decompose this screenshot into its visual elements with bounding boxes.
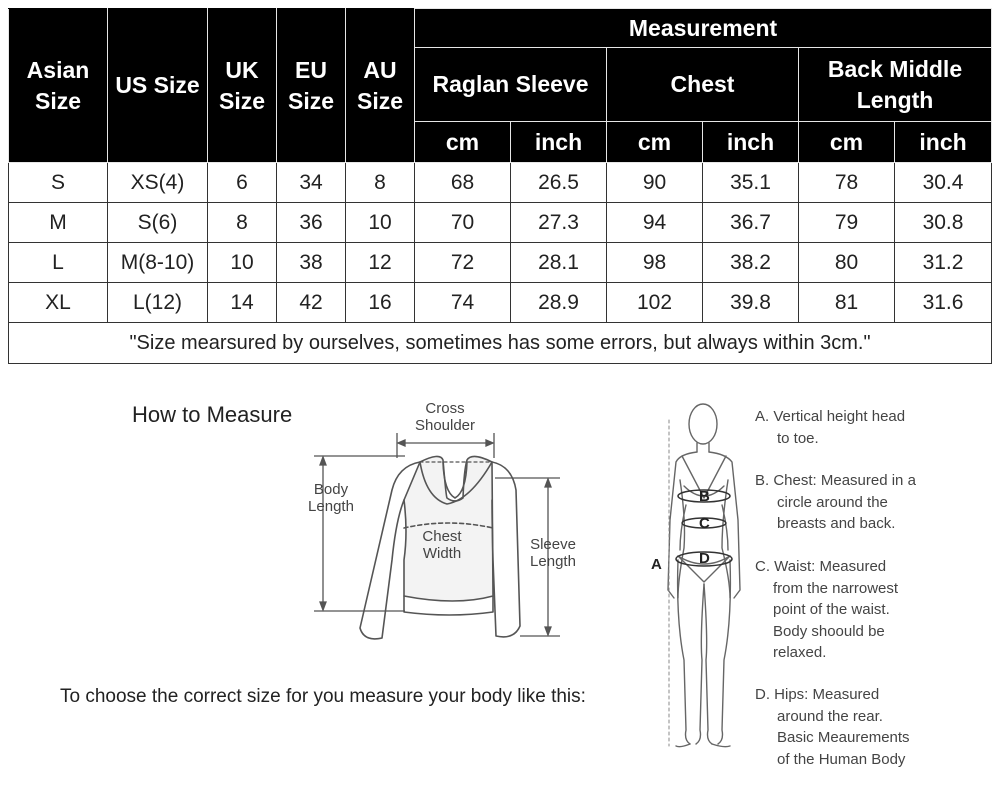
legend-waist-line-1: C. Waist: Measured — [755, 558, 887, 575]
table-cell: 28.9 — [511, 283, 607, 323]
table-cell: 68 — [415, 163, 511, 203]
legend-waist-line-3: point of the waist. — [773, 601, 890, 618]
marker-c: C — [699, 515, 710, 532]
table-cell: 10 — [208, 243, 277, 283]
table-cell: 31.2 — [895, 243, 992, 283]
header-unit-cm: cm — [415, 122, 511, 163]
legend-chest-line-3: breasts and back. — [777, 515, 896, 532]
marker-d: D — [699, 550, 710, 567]
header-chest: Chest — [607, 48, 799, 122]
table-cell: 80 — [799, 243, 895, 283]
human-body-icon — [668, 404, 740, 747]
legend-height-line-1: A. Vertical height head — [755, 408, 906, 425]
header-eu-size: EU Size — [277, 9, 346, 163]
table-cell: 6 — [208, 163, 277, 203]
table-cell: 14 — [208, 283, 277, 323]
legend-waist-line-4: Body shoould be — [773, 622, 885, 640]
header-uk-size: UK Size — [208, 9, 277, 163]
table-cell: 38 — [277, 243, 346, 283]
table-cell: 26.5 — [511, 163, 607, 203]
body-length-line-1: Body — [313, 481, 349, 498]
table-cell: M(8-10) — [108, 243, 208, 283]
header-unit-cm: cm — [607, 122, 703, 163]
cross-shoulder-line-2: Shoulder — [414, 417, 476, 434]
table-cell: 27.3 — [511, 203, 607, 243]
body-length-line-2: Length — [308, 498, 354, 515]
how-to-measure-title: How to Measure — [132, 402, 293, 427]
size-note: "Size mearsured by ourselves, sometimes has some errors, but always within 3cm." — [9, 323, 992, 364]
table-cell: 90 — [607, 163, 703, 203]
chest-width-label — [407, 528, 477, 562]
table-cell: 35.1 — [703, 163, 799, 203]
table-cell: 98 — [607, 243, 703, 283]
sleeve-length-line-2: Length — [530, 553, 576, 570]
table-cell: 78 — [799, 163, 895, 203]
legend-hips — [755, 684, 995, 770]
table-cell: 10 — [346, 203, 415, 243]
legend-chest — [755, 470, 995, 535]
table-cell: 31.6 — [895, 283, 992, 323]
header-raglan-sleeve: Raglan Sleeve — [415, 48, 607, 122]
table-cell: 94 — [607, 203, 703, 243]
table-cell: 38.2 — [703, 243, 799, 283]
legend-hips-line-3: Basic Meaurements — [777, 729, 910, 746]
table-cell: 8 — [346, 163, 415, 203]
table-cell: 74 — [415, 283, 511, 323]
legend-waist-line-2: from the narrowest — [773, 579, 899, 597]
legend-chest-line-2: circle around the — [777, 493, 888, 511]
cross-shoulder-label — [395, 400, 495, 434]
header-measurement: Measurement — [415, 9, 992, 48]
table-cell: 81 — [799, 283, 895, 323]
table-cell: 28.1 — [511, 243, 607, 283]
sleeve-length-label — [518, 536, 588, 570]
header-unit-cm: cm — [799, 122, 895, 163]
choose-size-instruction: To choose the correct size for you measure your body like this: — [60, 686, 586, 707]
header-asian-size: Asian Size — [9, 9, 108, 163]
legend-height-line-2: to toe. — [777, 429, 819, 447]
table-cell: 102 — [607, 283, 703, 323]
legend-chest-line-1: B. Chest: Measured in a — [755, 472, 916, 489]
sleeve-length-line-1: Sleeve — [530, 536, 576, 553]
chest-width-line-2: Width — [422, 545, 462, 562]
header-unit-inch: inch — [703, 122, 799, 163]
table-cell: 42 — [277, 283, 346, 323]
table-cell: S — [9, 163, 108, 203]
header-unit-inch: inch — [895, 122, 992, 163]
legend-waist — [755, 556, 995, 664]
table-cell: S(6) — [108, 203, 208, 243]
legend-hips-line-2: around the rear. — [777, 707, 883, 725]
table-cell: 8 — [208, 203, 277, 243]
table-cell: 30.4 — [895, 163, 992, 203]
header-us-size: US Size — [108, 9, 208, 163]
table-cell: 36.7 — [703, 203, 799, 243]
table-cell: XL — [9, 283, 108, 323]
table-cell: 70 — [415, 203, 511, 243]
marker-a: A — [651, 556, 662, 573]
table-cell: 30.8 — [895, 203, 992, 243]
cross-shoulder-line-1: Cross — [425, 400, 465, 417]
marker-b: B — [699, 488, 710, 505]
table-cell: XS(4) — [108, 163, 208, 203]
table-cell: 34 — [277, 163, 346, 203]
table-cell: 72 — [415, 243, 511, 283]
header-back-middle-length: Back Middle Length — [799, 48, 992, 122]
body-length-label — [296, 481, 366, 515]
chest-width-line-1: Chest — [422, 528, 462, 545]
header-au-size: AU Size — [346, 9, 415, 163]
legend-hips-line-4: of the Human Body — [777, 750, 906, 768]
legend-waist-line-5: relaxed. — [773, 644, 827, 661]
table-cell: L(12) — [108, 283, 208, 323]
table-cell: 16 — [346, 283, 415, 323]
table-cell: 79 — [799, 203, 895, 243]
table-cell: 12 — [346, 243, 415, 283]
table-cell: L — [9, 243, 108, 283]
header-unit-inch: inch — [511, 122, 607, 163]
table-cell: M — [9, 203, 108, 243]
table-cell: 39.8 — [703, 283, 799, 323]
legend-height — [755, 406, 995, 449]
legend-hips-line-1: D. Hips: Measured — [755, 686, 880, 703]
table-cell: 36 — [277, 203, 346, 243]
